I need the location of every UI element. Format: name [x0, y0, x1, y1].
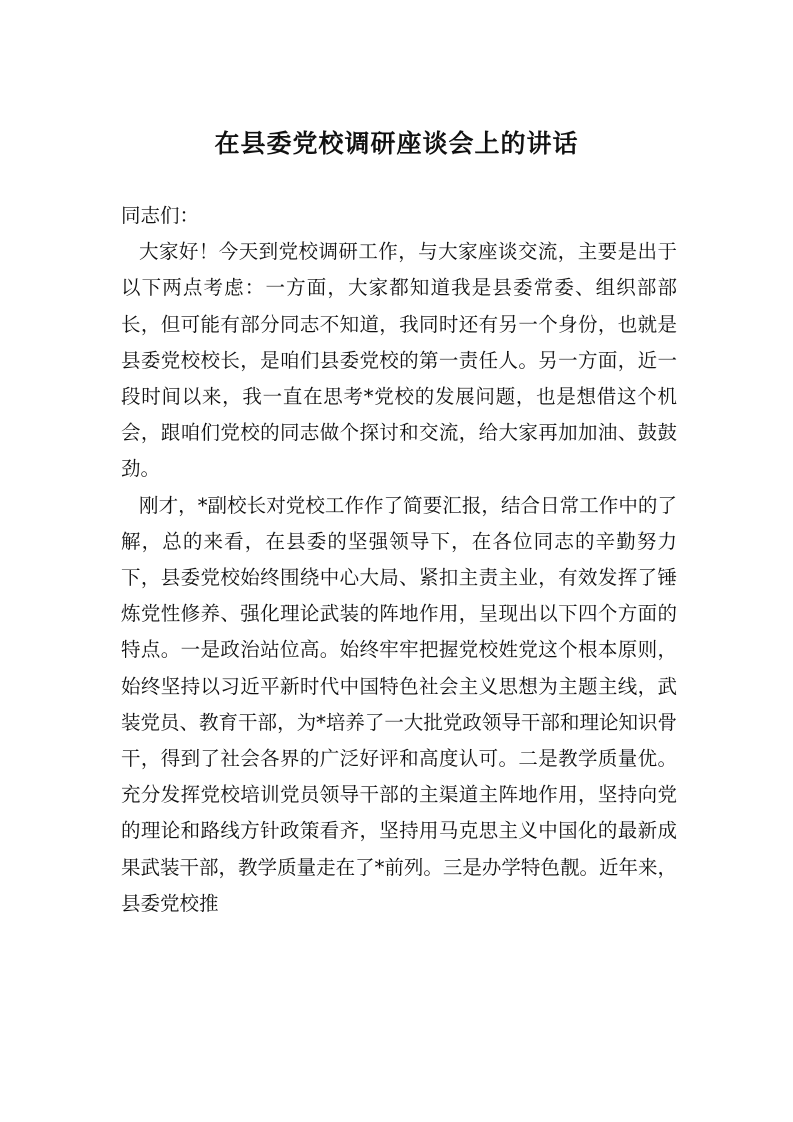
document-title: 在县委党校调研座谈会上的讲话 [214, 129, 579, 158]
salutation: 同志们： [121, 204, 200, 227]
document-body [121, 198, 677, 922]
paragraph-2: 刚才，*副校长对党校工作作了简要汇报，结合日常工作中的了解，总的来看，在县委的坚强领导下，在各位同志的辛勤努力下，县委党校始终围绕中心大局、紧扣主责主业，有效发挥了锤炼党性修养、强化理论武装的阵地作用，呈现出以下四个方面的特点。一是政治站位高。始终牢牢把握党校姓党这个根本原则，始终坚持以习近平新时代中国特色社会主义思想为主题主线，武装党员、教育干部，为*培养了一大批党政领导干部和理论知识骨干，得到了社会各界的广泛好评和高度认可。二是教学质量优。充分发挥党校培训党员领导干部的主渠道主阵地作用，坚持向党的理论和路线方针政策看齐，坚持用马克思主义中国化的最新成果武装干部，教学质量走在了*前列。三是办学特色靓。近年来，县委党校推 [121, 493, 677, 915]
paragraph-1: 大家好！今天到党校调研工作，与大家座谈交流，主要是出于以下两点考虑：一方面，大家都知道我是县委常委、组织部部长，但可能有部分同志不知道，我同时还有另一个身份，也就是县委党校校长，是咱们县委党校的第一责任人。另一方面，近一段时间以来，我一直在思考*党校的发展问题，也是想借这个机会，跟咱们党校的同志做个探讨和交流，给大家再加加油、鼓鼓劲。 [121, 240, 677, 481]
